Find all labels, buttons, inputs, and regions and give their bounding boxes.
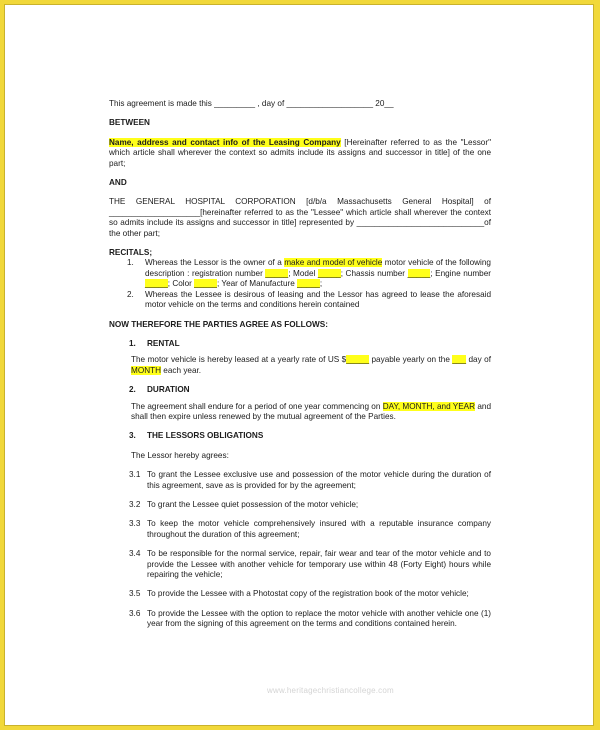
party1-paragraph	[109, 138, 491, 169]
section-heading: 2. DURATION	[129, 385, 190, 395]
clause-item: 3.4 To be responsible for the normal service, repair, fair wear and tear of the motor vehicle and to provide the Lessee with another vehicle for temporary use within 48 (Forty Eight) hours while repairing the vehicle;	[129, 549, 491, 579]
recitals-heading: RECITALS;	[109, 248, 153, 258]
clause-item: 3.1 To grant the Lessee exclusive use and possession of the motor vehicle during the duration of this agreement, save as is provided for by the agreement;	[129, 470, 491, 490]
clause-item: 3.3 To keep the motor vehicle comprehensively insured with a reputable insurance company throughout the duration of this agreement;	[129, 519, 491, 539]
section-heading: 1. RENTAL	[129, 338, 180, 348]
section-heading: 3. THE LESSORS OBLIGATIONS	[129, 431, 264, 441]
recital-item	[109, 290, 491, 311]
between-heading: BETWEEN	[109, 118, 150, 128]
recital-text: Whereas the Lessor is the owner of a make and model of vehicle motor vehicle of the following description : registration number _____; Model _____; Chassis number _____; Engine number _____; Color _____; Year of Manufacture _____;	[145, 258, 491, 289]
and-heading: AND	[109, 178, 127, 188]
now-therefore-heading: NOW THEREFORE THE PARTIES AGREE AS FOLLOWS:	[109, 319, 328, 329]
vehicle-make-highlight: make and model of vehicle	[284, 258, 383, 268]
clause-item: 3.2 To grant the Lessee quiet possession of the motor vehicle;	[129, 499, 359, 509]
intro-line: This agreement is made this _________ , day of ___________________ 20__	[109, 99, 394, 108]
document-page	[4, 4, 594, 726]
party2-paragraph: THE GENERAL HOSPITAL CORPORATION [d/b/a Massachusetts General Hospital] of ____________________[hereinafter referred to as the "Lessee" which article shall wherever the context so admits include its assigns and successor in title] represented by ____________________________of the other part;	[109, 197, 491, 238]
recital-text: Whereas the Lessee is desirous of leasing and the Lessor has agreed to lease the aforesaid motor vehicle on the terms and conditions herein contained	[145, 289, 491, 310]
clause-item: 3.5 To provide the Lessee with a Photostat copy of the registration book of the motor vehicle;	[129, 589, 469, 599]
clause-item: 3.6 To provide the Lessee with the option to replace the motor vehicle with another vehicle one (1) year from the signing of this agreement on the terms and conditions contained herein.	[129, 608, 491, 629]
document-body	[109, 99, 491, 630]
recital-number: 2.	[127, 289, 134, 299]
party1-highlight: Name, address and contact info of the Leasing Company	[109, 137, 341, 147]
party1-text: [Hereinafter referred to as the "Lessor" which article shall wherever the context so admits include its assigns and successor in title] of the one part;	[109, 137, 491, 168]
rental-paragraph: The motor vehicle is hereby leased at a yearly rate of US $_____ payable yearly on the ___ day of MONTH each year.	[131, 355, 491, 375]
watermark-text: www.heritagechristiancollege.com	[267, 686, 394, 695]
duration-paragraph: The agreement shall endure for a period of one year commencing on DAY, MONTH, and YEAR and shall then expire unless renewed by the mutual agreement of the Parties.	[131, 401, 491, 421]
recital-number: 1.	[127, 258, 134, 268]
recital-item	[109, 258, 491, 289]
obligations-lead: The Lessor hereby agrees:	[131, 450, 229, 460]
